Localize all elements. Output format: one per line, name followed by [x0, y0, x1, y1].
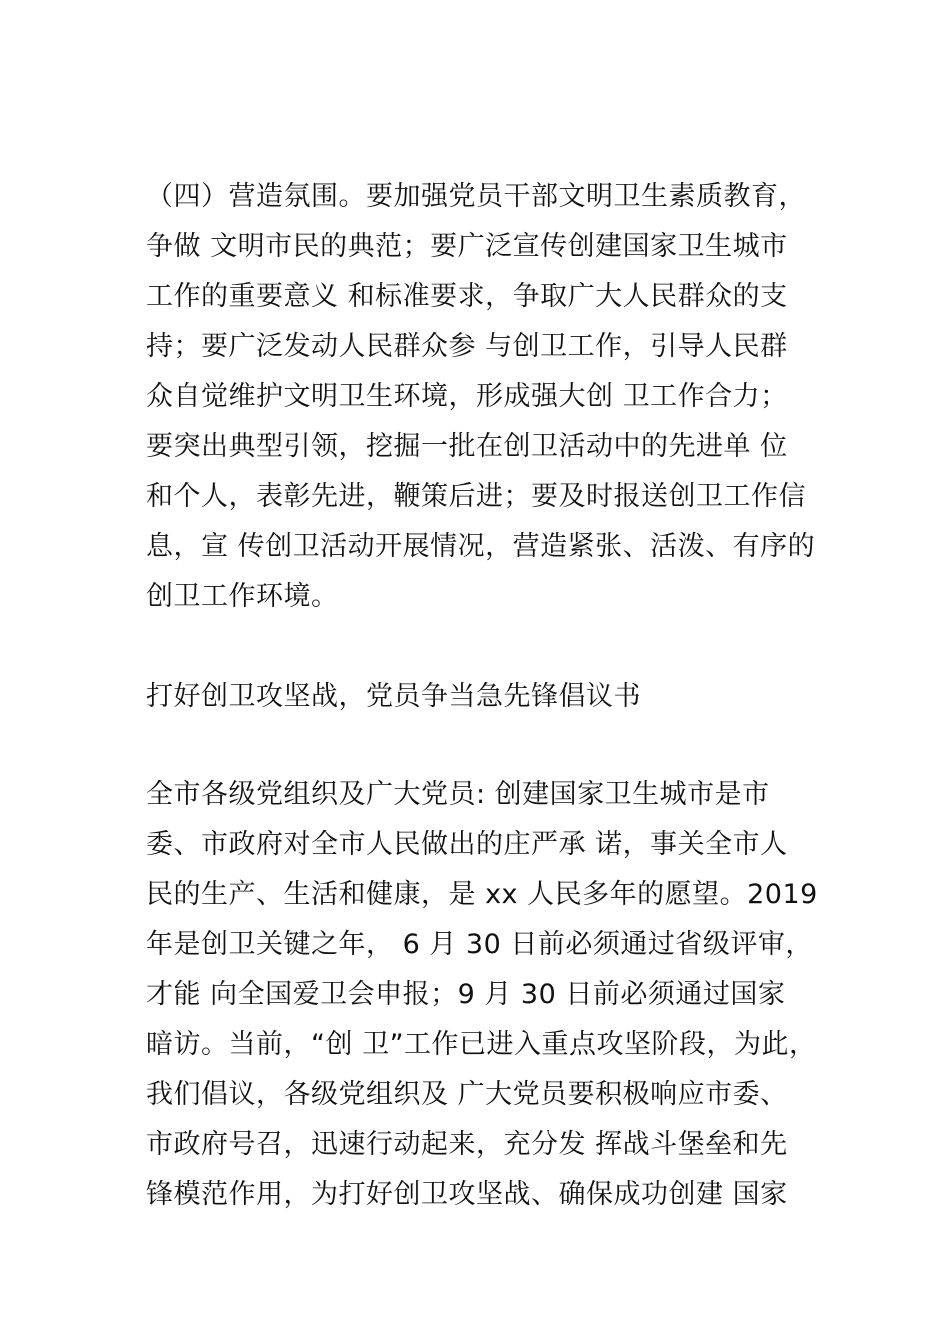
- paragraph-line: 工作的重要意义 和标准要求，争取广大人民群众的支: [146, 281, 788, 312]
- paragraph-line: 锋模范作用，为打好创卫攻坚战、确保成功创建 国家: [146, 1179, 788, 1210]
- paragraph-line: （四）营造氛围。要加强党员干部文明卫生素质教育，: [146, 181, 806, 212]
- paragraph-line: 和个人，表彰先进，鞭策后进；要及时报送创卫工作信: [146, 481, 806, 512]
- paragraph-line: 要突出典型引领，挖掘一批在创卫活动中的先进单 位: [146, 431, 788, 462]
- paragraph-line: 全市各级党组织及广大党员: 创建国家卫生城市是市: [146, 779, 770, 810]
- document-title-block: [146, 672, 836, 722]
- paragraph-line: 年是创卫关键之年， 6 月 30 日前必须通过省级评审，: [146, 929, 813, 960]
- paragraph-line: 息，宣 传创卫活动开展情况，营造紧张、活泼、有序的: [146, 531, 816, 562]
- paragraph-proposal: [146, 770, 836, 1220]
- paragraph-line: 民的生产、生活和健康，是 xx 人民多年的愿望。2019: [146, 879, 818, 910]
- paragraph-line: 暗访。当前，“创 卫”工作已进入重点攻坚阶段，为此，: [146, 1029, 817, 1060]
- paragraph-line: 创卫工作环境。: [146, 581, 339, 612]
- paragraph-line: 才能 向全国爱卫会申报；9 月 30 日前必须通过国家: [146, 979, 786, 1010]
- paragraph-line: 委、市政府对全市人民做出的庄严承 诺，事关全市人: [146, 829, 788, 860]
- document-title: 打好创卫攻坚战，党员争当急先锋倡议书: [146, 681, 641, 712]
- paragraph-line: 市政府号召，迅速行动起来，充分发 挥战斗堡垒和先: [146, 1129, 788, 1160]
- paragraph-line: 众自觉维护文明卫生环境，形成强大创 卫工作合力；: [146, 381, 788, 412]
- paragraph-line: 争做 文明市民的典范；要广泛宣传创建国家卫生城市: [146, 231, 788, 262]
- paragraph-line: 我们倡议，各级党组织及 广大党员要积极响应市委、: [146, 1079, 788, 1110]
- paragraph-atmosphere: [146, 172, 836, 622]
- paragraph-line: 持；要广泛发动人民群众参 与创卫工作，引导人民群: [146, 331, 788, 362]
